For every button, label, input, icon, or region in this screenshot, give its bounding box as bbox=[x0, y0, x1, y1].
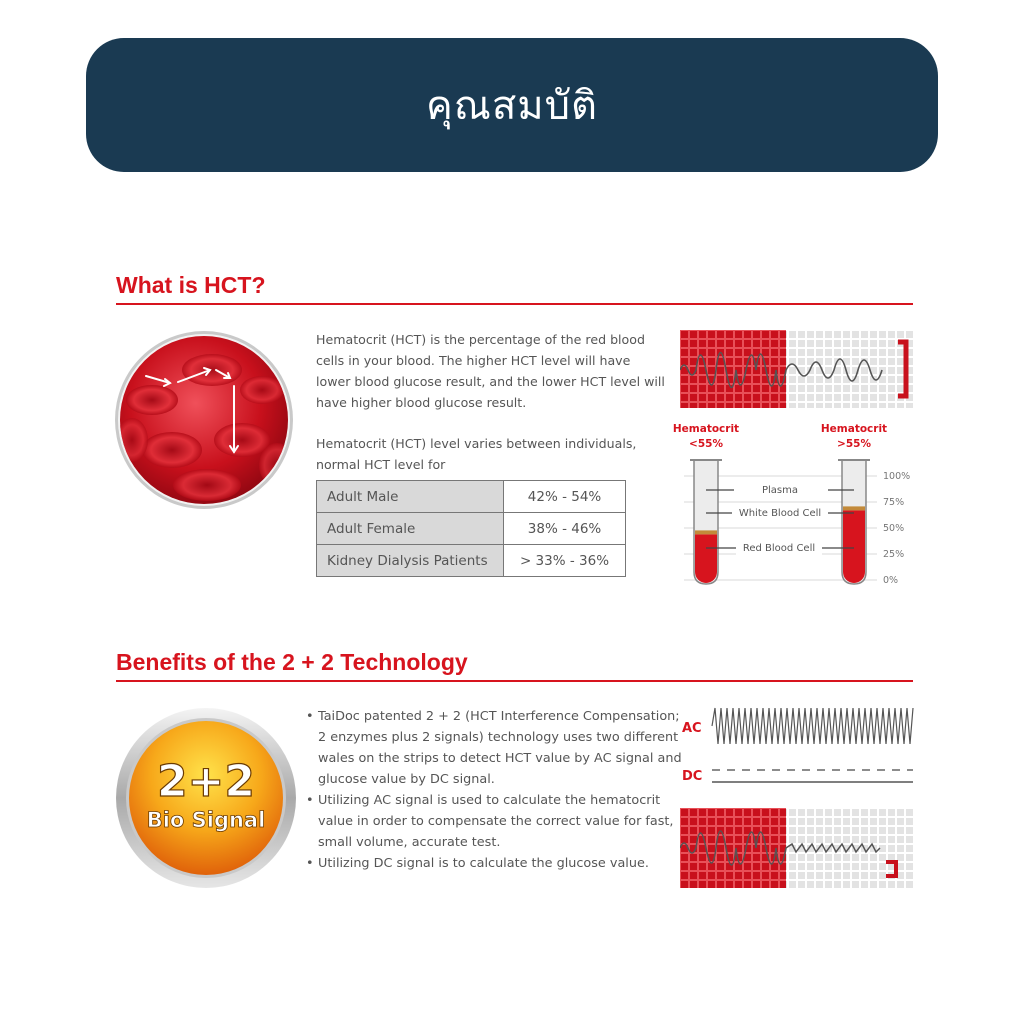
left-test-tube bbox=[690, 460, 722, 584]
list-item: • Utilizing DC signal is to calculate the glucose value. bbox=[304, 853, 684, 874]
hct-levels-table bbox=[316, 480, 626, 577]
scale-label: 25% bbox=[883, 549, 905, 560]
red-cell bbox=[240, 376, 284, 404]
badge-text-2plus2: 2+2 bbox=[156, 756, 256, 807]
hct-definition-text: Hematocrit (HCT) is the percentage of the red blood cells in your blood. The higher HCT level will have lower blood glucose result, and the lower HCT level will have higher blood glucose result. bbox=[316, 332, 665, 410]
left-tube-label-1: Hematocrit bbox=[672, 423, 740, 435]
table-cell-range: 38% - 46% bbox=[504, 513, 626, 545]
table-cell-group: Adult Male bbox=[317, 481, 504, 513]
hct-variation-text: Hematocrit (HCT) level varies between individuals, normal HCT level for bbox=[316, 436, 637, 472]
test-tubes-diagram bbox=[672, 420, 922, 592]
left-tube-label-2: <55% bbox=[689, 438, 723, 450]
scale-label: 75% bbox=[883, 497, 905, 508]
right-tube-label-1: Hematocrit bbox=[820, 423, 888, 435]
red-cell bbox=[126, 385, 178, 415]
hct-section-heading: What is HCT? bbox=[116, 272, 913, 305]
table-cell-range: 42% - 54% bbox=[504, 481, 626, 513]
table-cell-range: > 33% - 36% bbox=[504, 545, 626, 577]
hct-waveform-graphic bbox=[680, 330, 913, 408]
table-row bbox=[317, 481, 626, 513]
tech-section-heading: Benefits of the 2 + 2 Technology bbox=[116, 649, 913, 682]
scale-label: 0% bbox=[883, 575, 899, 586]
layer-label-plasma: Plasma bbox=[761, 485, 799, 496]
bio-signal-badge bbox=[114, 706, 298, 890]
table-cell-group: Kidney Dialysis Patients bbox=[317, 545, 504, 577]
scale-label: 100% bbox=[883, 471, 911, 482]
right-test-tube bbox=[838, 460, 870, 584]
ac-waveform bbox=[712, 708, 913, 744]
red-cell bbox=[173, 469, 241, 501]
list-item: • Utilizing AC signal is used to calculate the hematocrit value in order to compensate the correct value for fast, small volume, accurate test. bbox=[304, 790, 684, 853]
title-banner bbox=[86, 38, 938, 172]
compensated-waveform-graphic bbox=[680, 808, 914, 888]
table-row bbox=[317, 545, 626, 577]
red-cell bbox=[142, 432, 202, 468]
list-item: • TaiDoc patented 2 + 2 (HCT Interference Compensation; 2 enzymes plus 2 signals) technology uses two different wales on the strips to detect HCT value by AC signal and glucose value by DC signal. bbox=[304, 706, 684, 790]
banner-title: คุณสมบัติ bbox=[425, 83, 598, 129]
scale-label: 50% bbox=[883, 523, 905, 534]
red-cell bbox=[214, 423, 270, 457]
ac-dc-signal-graphic bbox=[680, 704, 914, 794]
right-tube-label-2: >55% bbox=[837, 438, 871, 450]
badge-text-bio-signal: Bio Signal bbox=[146, 808, 266, 832]
table-cell-group: Adult Female bbox=[317, 513, 504, 545]
tech-benefits-list bbox=[304, 706, 684, 874]
layer-label-wbc: White Blood Cell bbox=[738, 508, 822, 519]
ac-label: AC bbox=[682, 721, 702, 736]
dc-label: DC bbox=[682, 769, 703, 784]
red-cell bbox=[182, 354, 242, 386]
layer-label-rbc: Red Blood Cell bbox=[742, 543, 816, 554]
blood-cells-illustration bbox=[112, 330, 296, 510]
table-row bbox=[317, 513, 626, 545]
